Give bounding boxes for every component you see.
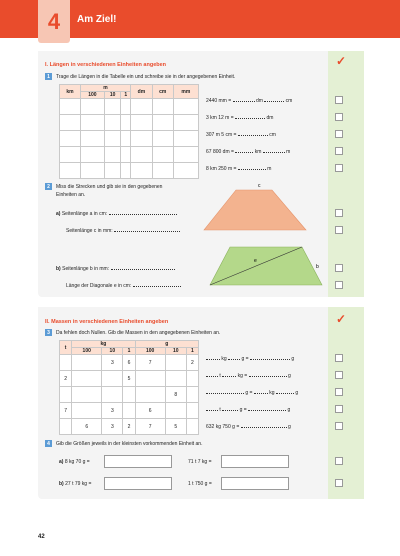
table-cell[interactable] <box>72 371 102 387</box>
task-instruction: Da fehlen doch Nullen. Gib die Massen in den angegebenen Einheiten an. <box>56 330 221 336</box>
unit-label: dm <box>255 98 263 104</box>
table-cell[interactable] <box>104 163 121 179</box>
table-cell[interactable] <box>121 131 131 147</box>
table-cell[interactable]: 7 <box>135 355 165 371</box>
answer-input[interactable] <box>221 455 289 468</box>
unit-label: g <box>295 390 299 396</box>
table-cell[interactable]: 2 <box>186 355 198 371</box>
col-g: g <box>135 341 198 348</box>
conversion-row <box>206 132 276 138</box>
self-check-box[interactable] <box>335 388 343 396</box>
answer-line[interactable] <box>109 214 177 215</box>
unit-label: g = <box>245 390 253 396</box>
table-cell[interactable] <box>80 147 104 163</box>
col-m10: 10 <box>104 92 121 99</box>
col-kg: kg <box>72 341 135 348</box>
answer-input[interactable] <box>221 477 289 490</box>
table-cell[interactable] <box>104 147 121 163</box>
question-text: 1 t 750 g = <box>188 481 212 487</box>
table-cell[interactable] <box>72 403 102 419</box>
conversion-given: 307 m 5 cm = <box>206 132 237 138</box>
unit-label: g <box>288 424 291 430</box>
table-cell[interactable] <box>135 371 165 387</box>
task-instruction: Trage die Längen in die Tabelle ein und schreibe sie in der angegebenen Einheit. <box>56 74 236 80</box>
question-text: 71 t 7 kg = <box>188 459 212 465</box>
answer-line[interactable] <box>241 427 287 428</box>
answer-line[interactable] <box>264 101 284 102</box>
parallelogram-shape <box>210 247 322 285</box>
unit-label: kg <box>221 356 227 362</box>
part-label: a) <box>56 211 61 217</box>
col-km: km <box>60 85 81 99</box>
col-kg1: 1 <box>123 348 135 355</box>
unit-label: = <box>236 424 240 430</box>
answer-line[interactable] <box>249 376 287 377</box>
answer-line[interactable] <box>238 135 268 136</box>
table-cell[interactable] <box>131 99 153 115</box>
table-cell[interactable] <box>123 387 135 403</box>
conversion-row <box>206 166 271 172</box>
self-check-box[interactable] <box>335 479 343 487</box>
table-cell[interactable] <box>173 147 198 163</box>
conversion-given: 2440 mm = <box>206 98 232 104</box>
answer-line[interactable] <box>248 410 286 411</box>
unit-label: kg <box>269 390 275 396</box>
table-cell[interactable] <box>121 147 131 163</box>
self-check-box[interactable] <box>335 264 343 272</box>
answer-line[interactable] <box>254 393 268 394</box>
table-cell[interactable] <box>72 387 102 403</box>
table-cell[interactable] <box>80 99 104 115</box>
col-cm: cm <box>152 85 173 99</box>
table-cell[interactable] <box>186 419 198 435</box>
table-cell[interactable]: 5 <box>123 371 135 387</box>
answer-line[interactable] <box>222 410 238 411</box>
conversion-row <box>206 98 292 104</box>
task-instruction: Gib die Größen jeweils in der kleinsten vorkommenden Einheit an. <box>56 441 203 447</box>
answer-line[interactable] <box>206 376 218 377</box>
table-cell[interactable] <box>72 355 102 371</box>
conversion-row <box>206 115 273 121</box>
task-part <box>66 283 181 289</box>
unit-label: t <box>219 373 221 379</box>
unit-label: t <box>219 407 221 413</box>
table-cell[interactable]: 2 <box>123 419 135 435</box>
table-cell[interactable] <box>104 99 121 115</box>
col-g100: 100 <box>135 348 165 355</box>
col-t: t <box>60 341 72 355</box>
answer-line[interactable] <box>222 376 236 377</box>
table-cell[interactable] <box>60 115 81 131</box>
table-cell[interactable] <box>173 115 198 131</box>
table-cell[interactable] <box>80 163 104 179</box>
table-cell[interactable]: 2 <box>60 371 72 387</box>
table-cell[interactable] <box>104 131 121 147</box>
conversion-row <box>206 407 290 413</box>
col-m1: 1 <box>121 92 131 99</box>
conversion-row <box>206 373 291 379</box>
checklist-column <box>328 307 364 499</box>
table-cell[interactable] <box>152 115 173 131</box>
answer-line[interactable] <box>206 393 244 394</box>
table-cell[interactable] <box>104 115 121 131</box>
table-cell[interactable] <box>121 115 131 131</box>
answer-line[interactable] <box>233 101 255 102</box>
table-cell[interactable] <box>186 403 198 419</box>
self-check-box[interactable] <box>335 457 343 465</box>
unit-label: km <box>254 149 262 155</box>
unit-label: m <box>286 149 291 155</box>
table-cell[interactable] <box>131 147 153 163</box>
task-number: 3 <box>45 329 52 336</box>
length-table <box>59 84 199 179</box>
answer-line[interactable] <box>276 393 294 394</box>
unit-label: g <box>291 356 295 362</box>
conversion-given: 67 800 dm = <box>206 149 234 155</box>
table-cell[interactable]: 6 <box>72 419 102 435</box>
answer-line[interactable] <box>133 286 181 287</box>
table-cell[interactable] <box>80 115 104 131</box>
geometry-figures <box>196 180 330 292</box>
section-title: I. Längen in verschiedenen Einheiten angeben <box>45 62 167 68</box>
table-cell[interactable]: 5 <box>165 419 186 435</box>
table-cell[interactable] <box>152 131 173 147</box>
conversion-given: 632 kg 750 g <box>206 424 235 430</box>
self-check-box[interactable] <box>335 405 343 413</box>
answer-line[interactable] <box>206 410 218 411</box>
self-check-box[interactable] <box>335 113 343 121</box>
unit-label: cm <box>285 98 293 104</box>
task-number: 2 <box>45 183 52 190</box>
conversion-row <box>206 390 298 396</box>
task-part <box>56 266 175 272</box>
question-text: Seitenlänge b in mm: <box>62 266 110 272</box>
part-label: b) <box>56 266 61 272</box>
table-cell[interactable] <box>60 163 81 179</box>
table-cell[interactable] <box>165 403 186 419</box>
answer-line[interactable] <box>206 359 220 360</box>
table-cell[interactable] <box>60 99 81 115</box>
col-g10: 10 <box>165 348 186 355</box>
col-g1: 1 <box>186 348 198 355</box>
task-instruction: Einheiten an. <box>56 192 86 198</box>
task-part <box>59 459 90 465</box>
self-check-box[interactable] <box>335 209 343 217</box>
table-cell[interactable] <box>135 387 165 403</box>
table-cell[interactable] <box>102 371 123 387</box>
table-cell[interactable] <box>121 99 131 115</box>
table-cell[interactable]: 6 <box>123 355 135 371</box>
table-cell[interactable]: 7 <box>60 403 72 419</box>
answer-line[interactable] <box>238 169 266 170</box>
table-cell[interactable] <box>131 163 153 179</box>
question-text: Seitenlänge c in mm: <box>66 228 113 234</box>
table-cell[interactable] <box>173 99 198 115</box>
conversion-given: 3 km 12 m = <box>206 115 234 121</box>
answer-line[interactable] <box>263 152 285 153</box>
checklist-column <box>328 51 364 297</box>
table-cell[interactable] <box>60 355 72 371</box>
unit-label: dm <box>266 115 274 121</box>
col-kg100: 100 <box>72 348 102 355</box>
part-label: b) <box>59 481 64 487</box>
table-cell[interactable]: 3 <box>102 419 123 435</box>
task-part <box>66 228 180 234</box>
self-check-box[interactable] <box>335 281 343 289</box>
trapezoid-shape <box>204 190 306 230</box>
table-cell[interactable] <box>186 387 198 403</box>
table-cell[interactable] <box>152 99 173 115</box>
check-icon: ✓ <box>336 312 347 326</box>
answer-line[interactable] <box>111 269 175 270</box>
col-m: m <box>80 85 130 92</box>
conversion-row <box>206 424 291 430</box>
table-cell[interactable] <box>60 387 72 403</box>
conversion-row <box>206 356 294 362</box>
table-cell[interactable] <box>60 131 81 147</box>
section-title: II. Massen in verschiedenen Einheiten angeben <box>45 319 169 325</box>
table-cell[interactable] <box>123 403 135 419</box>
table-cell[interactable] <box>165 355 186 371</box>
unit-label: g <box>287 407 291 413</box>
unit-label: m <box>267 166 272 172</box>
answer-line[interactable] <box>235 152 253 153</box>
table-cell[interactable] <box>131 131 153 147</box>
table-cell[interactable] <box>121 163 131 179</box>
table-cell[interactable]: 8 <box>165 387 186 403</box>
answer-line[interactable] <box>114 231 180 232</box>
task-instruction: Miss die Strecken und gib sie in den gegebenen <box>56 184 163 190</box>
table-cell[interactable] <box>173 131 198 147</box>
unit-label: kg = <box>237 373 248 379</box>
self-check-box[interactable] <box>335 96 343 104</box>
mass-table <box>59 340 199 435</box>
unit-label: g <box>287 373 291 379</box>
unit-label: g = <box>241 356 249 362</box>
col-m100: 100 <box>80 92 104 99</box>
table-cell[interactable] <box>152 147 173 163</box>
task-number: 4 <box>45 440 52 447</box>
question-text: Seitenlänge a in cm: <box>61 211 108 217</box>
table-cell[interactable] <box>131 115 153 131</box>
table-cell[interactable]: 3 <box>102 355 123 371</box>
answer-input[interactable] <box>104 477 172 490</box>
question-text: 27 t 79 kg = <box>65 481 92 487</box>
task-part <box>59 481 91 487</box>
table-cell[interactable] <box>60 147 81 163</box>
conversion-row <box>206 149 290 155</box>
table-cell[interactable] <box>60 419 72 435</box>
task-part <box>56 211 177 217</box>
table-cell[interactable]: 6 <box>135 403 165 419</box>
check-icon: ✓ <box>336 54 347 68</box>
table-cell[interactable]: 7 <box>135 419 165 435</box>
table-cell[interactable] <box>186 371 198 387</box>
self-check-box[interactable] <box>335 130 343 138</box>
table-cell[interactable] <box>165 371 186 387</box>
label-e: e <box>254 258 257 264</box>
table-cell[interactable]: 3 <box>102 403 123 419</box>
self-check-box[interactable] <box>335 226 343 234</box>
self-check-box[interactable] <box>335 422 343 430</box>
question-text: 8 kg 70 g = <box>64 459 90 465</box>
table-cell[interactable] <box>80 131 104 147</box>
self-check-box[interactable] <box>335 164 343 172</box>
answer-line[interactable] <box>228 359 240 360</box>
question-text: Länge der Diagonale e in cm: <box>66 283 132 289</box>
page-number: 42 <box>38 534 45 540</box>
col-mm: mm <box>173 85 198 99</box>
table-cell[interactable] <box>152 163 173 179</box>
task-number: 1 <box>45 73 52 80</box>
col-dm: dm <box>131 85 153 99</box>
self-check-box[interactable] <box>335 371 343 379</box>
self-check-box[interactable] <box>335 354 343 362</box>
label-b: b <box>316 264 319 270</box>
chapter-title: Am Ziel! <box>77 14 117 25</box>
answer-line[interactable] <box>235 118 265 119</box>
unit-label: cm <box>269 132 276 138</box>
unit-label: g = <box>239 407 247 413</box>
conversion-given: 8 km 250 m = <box>206 166 237 172</box>
chapter-number: 4 <box>38 0 70 43</box>
table-cell[interactable] <box>102 387 123 403</box>
answer-input[interactable] <box>104 455 172 468</box>
answer-line[interactable] <box>250 359 290 360</box>
part-label: a) <box>59 459 64 465</box>
table-cell[interactable] <box>173 163 198 179</box>
label-c: c <box>258 183 261 189</box>
self-check-box[interactable] <box>335 147 343 155</box>
col-kg10: 10 <box>102 348 123 355</box>
